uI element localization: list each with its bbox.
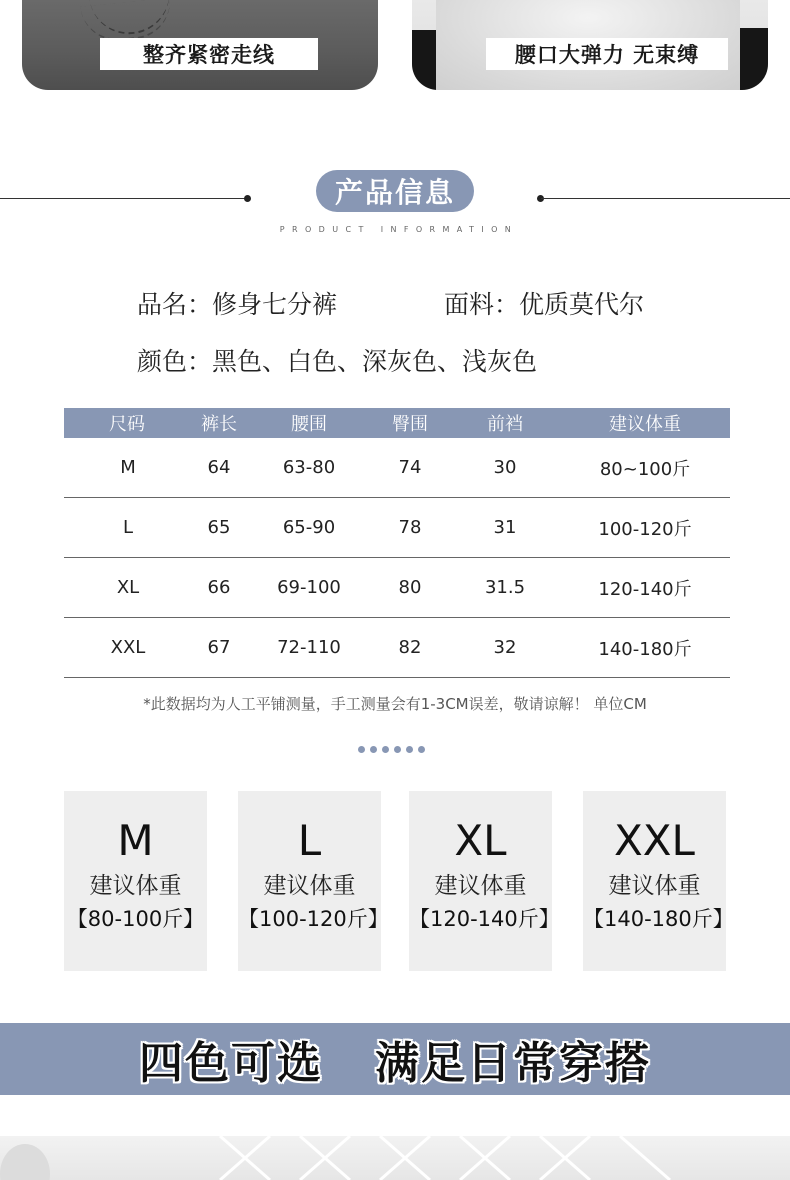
net-pattern — [180, 1136, 680, 1180]
card-size: L — [297, 816, 322, 865]
photo-object — [0, 1144, 50, 1180]
cell-size: L — [122, 517, 134, 538]
product-fabric: 面料：优质莫代尔 — [444, 290, 645, 319]
cell-hip: 82 — [398, 637, 422, 658]
section-subtitle: PRODUCT INFORMATION — [279, 225, 519, 234]
cell-hip: 78 — [398, 517, 422, 538]
color-banner — [0, 1023, 790, 1095]
size-card-l — [238, 791, 389, 971]
header-length: 裤长 — [201, 414, 237, 435]
waistband-photo — [412, 0, 768, 90]
header-size: 尺码 — [109, 414, 145, 435]
card-label: 建议体重 — [608, 873, 701, 899]
cell-weight: 140-180斤 — [598, 638, 692, 660]
table-header — [64, 408, 730, 438]
cell-waist: 72-110 — [277, 637, 341, 658]
heading-rule-left — [0, 198, 248, 199]
card-label: 建议体重 — [263, 873, 356, 899]
dot-divider — [358, 746, 425, 753]
cell-length: 64 — [207, 457, 231, 478]
divider-dot — [358, 746, 365, 753]
card-range: 【80-100斤】 — [66, 907, 205, 931]
table-row — [64, 438, 730, 498]
stitching-caption: 整齐紧密走线 — [100, 38, 318, 70]
cell-size: XL — [116, 577, 140, 598]
size-table — [64, 408, 730, 678]
divider-dot — [382, 746, 389, 753]
cell-rise: 31 — [493, 517, 517, 538]
cell-size: XXL — [110, 637, 146, 658]
header-rise: 前裆 — [487, 414, 523, 435]
cell-weight: 120-140斤 — [598, 578, 692, 600]
sleeve-left — [412, 30, 436, 90]
cell-rise: 30 — [493, 457, 517, 478]
card-size: XXL — [614, 816, 695, 865]
card-size: M — [117, 816, 154, 865]
table-row — [64, 558, 730, 618]
waistband-caption: 腰口大弹力 无束缚 — [486, 38, 728, 70]
card-size: XL — [454, 816, 507, 865]
cell-length: 67 — [207, 637, 231, 658]
size-card-xxl — [583, 791, 734, 971]
divider-dot — [370, 746, 377, 753]
section-title: 产品信息 — [316, 170, 474, 212]
card-label: 建议体重 — [89, 873, 182, 899]
header-weight: 建议体重 — [609, 414, 681, 435]
heading-rule-right — [541, 198, 790, 199]
card-range: 【100-120斤】 — [238, 907, 389, 931]
divider-dot — [394, 746, 401, 753]
cell-waist: 69-100 — [277, 577, 341, 598]
heading-dot-left — [244, 195, 251, 202]
banner-text: 四色可选 满足日常穿搭 — [139, 1038, 651, 1089]
stitching-photo — [22, 0, 378, 90]
size-card-m — [64, 791, 207, 971]
cell-rise: 32 — [493, 637, 517, 658]
header-hip: 臀围 — [392, 414, 428, 435]
cell-length: 66 — [207, 577, 231, 598]
cell-weight: 80~100斤 — [599, 458, 691, 480]
cell-length: 65 — [207, 517, 231, 538]
sleeve-right — [740, 28, 768, 90]
cell-rise: 31.5 — [484, 577, 526, 598]
product-colors: 颜色：黑色、白色、深灰色、浅灰色 — [137, 347, 538, 376]
table-row — [64, 618, 730, 678]
card-range: 【140-180斤】 — [583, 907, 734, 931]
cell-hip: 74 — [398, 457, 422, 478]
divider-dot — [406, 746, 413, 753]
divider-dot — [418, 746, 425, 753]
cell-waist: 63-80 — [282, 457, 336, 478]
product-name: 品名：修身七分裤 — [137, 290, 338, 319]
table-row — [64, 498, 730, 558]
size-card-xl — [409, 791, 560, 971]
card-label: 建议体重 — [434, 873, 527, 899]
header-waist: 腰围 — [291, 414, 327, 435]
cell-waist: 65-90 — [282, 517, 336, 538]
cell-weight: 100-120斤 — [598, 518, 692, 540]
card-range: 【120-140斤】 — [409, 907, 560, 931]
measurement-note: *此数据均为人工平铺测量，手工测量会有1-3CM误差，敬请谅解！ 单位CM — [143, 695, 647, 713]
cell-size: M — [120, 457, 136, 478]
cell-hip: 80 — [398, 577, 422, 598]
bottom-photo — [0, 1136, 790, 1180]
